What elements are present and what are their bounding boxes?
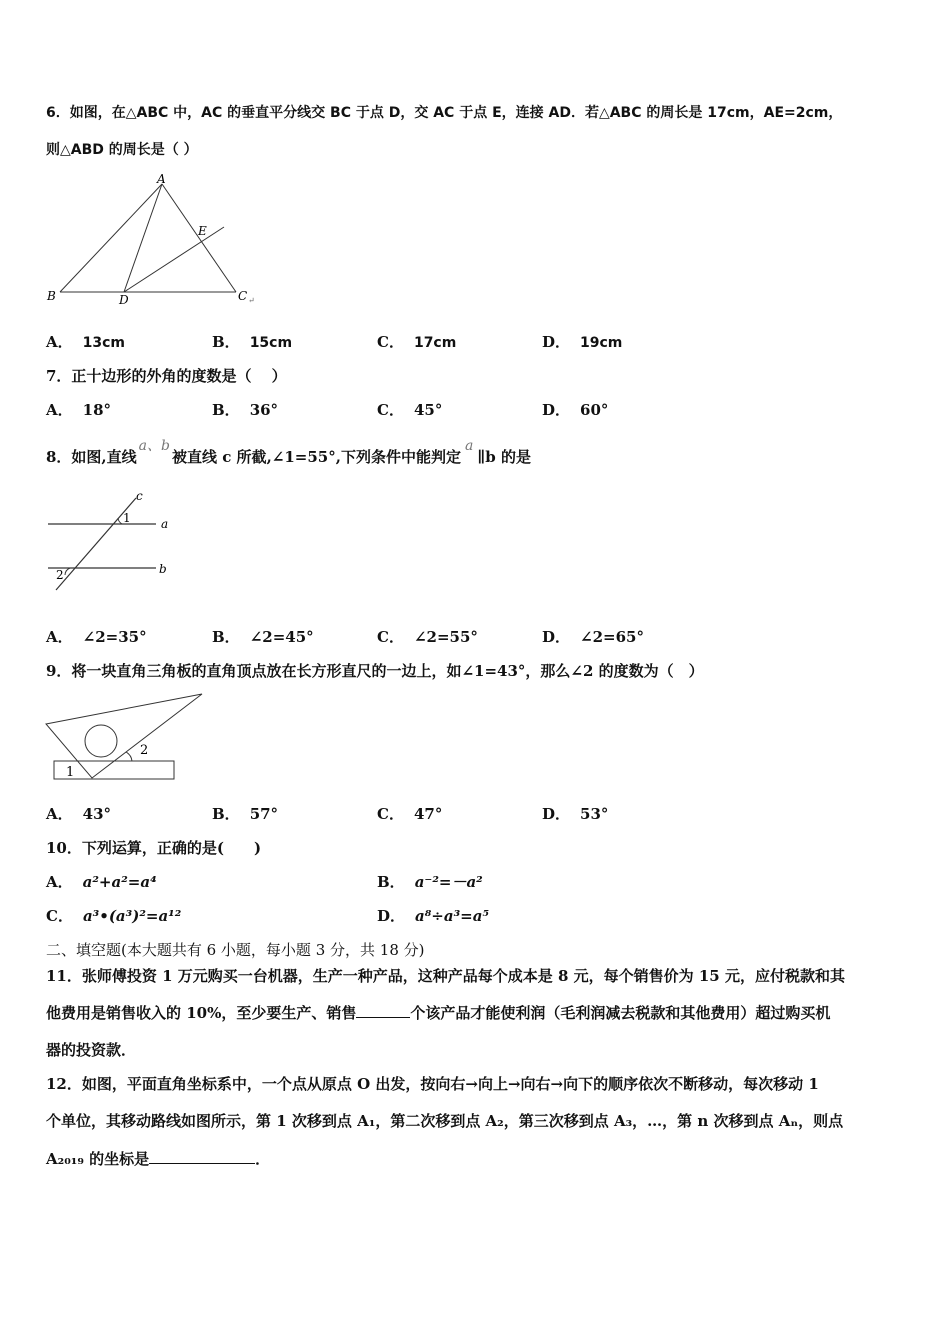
section2-heading: 二、填空题(本大题共有 6 小题，每小题 3 分，共 18 分)	[46, 941, 425, 959]
q9-label-2: 2	[140, 743, 149, 758]
q8-option-a[interactable]: A． ∠2=35°	[46, 628, 147, 646]
q6-return-mark: ↵	[248, 296, 255, 305]
q9-option-c[interactable]: C． 47°	[377, 805, 443, 823]
q12-answer-blank[interactable]	[149, 1149, 255, 1164]
q10-option-a[interactable]: A． a²+a²=a⁴	[46, 873, 157, 891]
q6-option-a[interactable]: A． 13cm	[46, 333, 126, 351]
q6-option-b[interactable]: B． 15cm	[212, 333, 293, 351]
q9-option-a[interactable]: A． 43°	[46, 805, 112, 823]
q6-option-c[interactable]: C． 17cm	[377, 333, 457, 351]
q10-option-c[interactable]: C． a³•(a³)²=a¹²	[46, 907, 182, 925]
q8-option-c[interactable]: C． ∠2=55°	[377, 628, 478, 646]
q9-label-1: 1	[66, 765, 75, 780]
q7-option-d[interactable]: D． 60°	[542, 401, 609, 419]
q6-text-line1: 6．如图，在△ABC 中，AC 的垂直平分线交 BC 于点 D，交 AC 于点 E，连接 AD．若△ABC 的周长是 17cm，AE=2cm，	[46, 105, 843, 121]
q9-option-d[interactable]: D． 53°	[542, 805, 609, 823]
q8-option-d[interactable]: D． ∠2=65°	[542, 628, 644, 646]
q8-label-c: c	[136, 489, 143, 503]
q9-ruler-triangle-figure	[44, 690, 214, 790]
q6-triangle-figure	[40, 170, 280, 310]
q7-option-b[interactable]: B． 36°	[212, 401, 279, 419]
q12-text-line3: A₂₀₁₉ 的坐标是 ．	[46, 1150, 271, 1168]
q6-text-line2: 则△ABD 的周长是（ ）	[46, 142, 198, 158]
q10-option-d[interactable]: D． a⁸÷a³=a⁵	[377, 907, 490, 925]
q8-option-b[interactable]: B． ∠2=45°	[212, 628, 314, 646]
q8-label-2: 2	[56, 568, 64, 582]
q11-text-line1: 11．张师傅投资 1 万元购买一台机器，生产一种产品，这种产品每个成本是 8 元，每个销售价为 15 元，应付税款和其	[46, 967, 845, 985]
q11-text-line2: 他费用是销售收入的 10%，至少要生产、销售 个该产品才能使利润（毛利润减去税款和其他费用）超过购买机	[46, 1004, 831, 1022]
q6-label-a: A	[157, 172, 166, 186]
q7-option-c[interactable]: C． 45°	[377, 401, 443, 419]
q6-label-d: D	[119, 293, 129, 307]
q8-parallel-lines-figure	[44, 488, 184, 598]
q11-answer-blank[interactable]	[356, 1003, 410, 1018]
q9-text: 9．将一块直角三角板的直角顶点放在长方形直尺的一边上，如∠1=43°，那么∠2 的度数为（ ）	[46, 662, 704, 680]
q8-label-b: b	[159, 562, 167, 576]
q12-text-line1: 12．如图，平面直角坐标系中，一个点从原点 O 出发，按向右→向上→向右→向下的顺序依次不断移动，每次移动 1	[46, 1075, 819, 1093]
q8-text: 8．如图,直线a、b被直线 c 所截,∠1=55°,下列条件中能判定a∥b 的是	[46, 438, 531, 466]
q12-text-line2: 个单位，其移动路线如图所示，第 1 次移到点 A₁，第二次移到点 A₂，第三次移到点 A₃，…，第 n 次移到点 Aₙ，则点	[46, 1112, 844, 1130]
q8-inline-a: a	[464, 438, 474, 454]
q7-text: 7．正十边形的外角的度数是（ ）	[46, 367, 287, 385]
q8-inline-ab: a、b	[138, 438, 170, 454]
q11-text-line3: 器的投资款．	[46, 1041, 137, 1059]
q6-option-d[interactable]: D． 19cm	[542, 333, 623, 351]
q7-option-a[interactable]: A． 18°	[46, 401, 112, 419]
q9-option-b[interactable]: B． 57°	[212, 805, 279, 823]
q6-label-e: E	[198, 224, 207, 238]
q10-text: 10．下列运算，正确的是( )	[46, 839, 262, 857]
q8-label-a: a	[161, 517, 169, 531]
q10-option-b[interactable]: B． a⁻²=－a²	[377, 873, 483, 891]
q6-label-c: C	[238, 289, 248, 303]
q8-label-1: 1	[123, 511, 131, 525]
q6-label-b: B	[47, 289, 56, 303]
